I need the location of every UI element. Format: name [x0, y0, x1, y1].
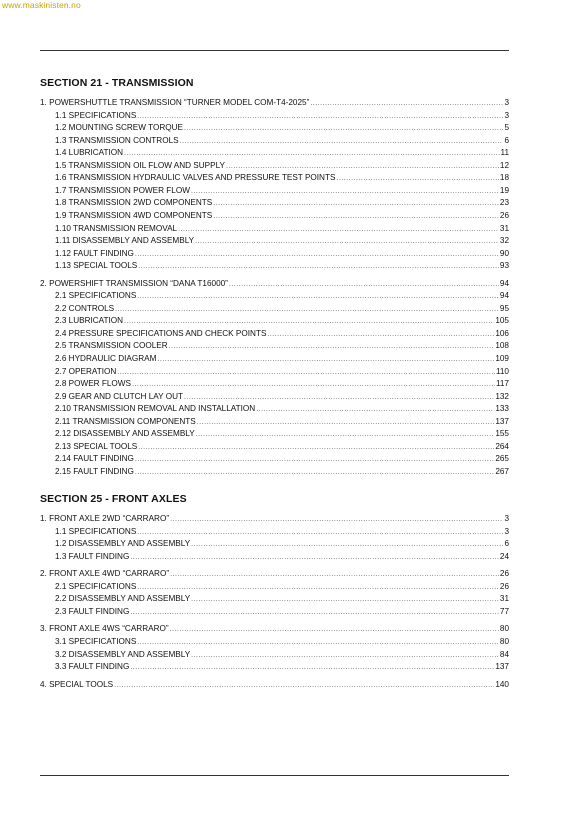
toc-subentry[interactable]	[55, 661, 509, 673]
dot-leader	[170, 569, 499, 581]
dot-leader	[197, 417, 495, 429]
watermark: www.maskinisten.no	[2, 0, 81, 10]
toc-entry-label: 2.1 SPECIFICATIONS	[55, 291, 137, 301]
toc-subentry[interactable]	[55, 391, 509, 403]
toc-page-number: 3	[504, 110, 509, 120]
toc-page-number: 155	[495, 429, 509, 439]
toc-page-number: 117	[495, 379, 509, 389]
toc-page-number: 26	[499, 569, 509, 579]
bottom-rule	[40, 775, 509, 776]
toc-subentry[interactable]	[55, 340, 509, 352]
toc-entry-label: 1. POWERSHUTTLE TRANSMISSION “TURNER MODEL COM-T4-2025”	[40, 98, 310, 107]
toc-page-number: 132	[495, 391, 509, 401]
toc-subentry[interactable]	[55, 235, 509, 247]
toc-page-number: 264	[495, 441, 509, 451]
toc-subentry[interactable]	[55, 353, 509, 365]
toc-page-number: 105	[495, 316, 509, 326]
dot-leader	[180, 136, 504, 148]
toc-entry-label: 2.1 SPECIFICATIONS	[55, 581, 137, 591]
toc-page-number: 3	[504, 526, 509, 536]
toc-subentry[interactable]	[55, 453, 509, 465]
toc-page-number: 84	[499, 649, 509, 659]
toc-subentry[interactable]	[55, 260, 509, 272]
toc-entry-label: 1.11 DISASSEMBLY AND ASSEMBLY	[55, 236, 195, 246]
top-rule	[40, 50, 509, 51]
toc-entry-label: 2.8 POWER FLOWS	[55, 379, 131, 389]
dot-leader	[130, 662, 494, 674]
toc-entry-label: 2.3 FAULT FINDING	[55, 606, 130, 616]
toc-entry-label: 2.3 LUBRICATION	[55, 316, 124, 326]
dot-leader	[135, 467, 494, 479]
toc-subentry[interactable]	[55, 303, 509, 315]
toc-page-number: 23	[499, 198, 509, 208]
toc-entry-label: 1.7 TRANSMISSION POWER FLOW	[55, 185, 190, 195]
toc-entry[interactable]	[40, 278, 509, 290]
toc-entry[interactable]	[40, 679, 509, 691]
dot-leader	[191, 539, 503, 551]
toc-page-number: 108	[495, 341, 509, 351]
dot-leader	[191, 594, 499, 606]
toc-page-number: 3	[504, 514, 509, 523]
toc-entry-label: 1. FRONT AXLE 2WD “CARRARO”	[40, 514, 170, 523]
toc-subentry[interactable]	[55, 416, 509, 428]
dot-leader	[226, 161, 499, 173]
toc-entry-label: 2. FRONT AXLE 4WD “CARRARO”	[40, 569, 170, 579]
toc-entry-label: 2.4 PRESSURE SPECIFICATIONS AND CHECK POINTS	[55, 328, 267, 338]
toc-page-number: 32	[499, 236, 509, 246]
dot-leader	[130, 552, 499, 564]
toc-entry[interactable]	[40, 623, 509, 635]
dot-leader	[138, 261, 499, 273]
dot-leader	[256, 404, 494, 416]
toc-entry-label: 3.2 DISASSEMBLY AND ASSEMBLY	[55, 649, 191, 659]
dot-leader	[213, 198, 499, 210]
dot-leader	[135, 454, 494, 466]
toc-subentry[interactable]	[55, 403, 509, 415]
toc-subentry[interactable]	[55, 636, 509, 648]
dot-leader	[170, 624, 499, 636]
dot-leader	[137, 291, 499, 303]
toc-page-number: 267	[495, 466, 509, 476]
toc-subentry[interactable]	[55, 538, 509, 550]
toc-subentry[interactable]	[55, 290, 509, 302]
toc-page-number: 31	[499, 594, 509, 604]
toc-page-number: 265	[495, 454, 509, 464]
toc-entry-label: 3.3 FAULT FINDING	[55, 662, 130, 672]
toc-entry-label: 3. FRONT AXLE 4WS “CARRARO”	[40, 624, 169, 634]
dot-leader	[213, 211, 499, 223]
dot-leader	[137, 111, 503, 123]
dot-leader	[170, 514, 503, 526]
toc-page-number: 109	[495, 354, 509, 363]
dot-leader	[115, 304, 499, 316]
dot-leader	[124, 316, 494, 328]
dot-leader	[138, 442, 494, 454]
toc-entry-label: 2.12 DISASSEMBLY AND ASSEMBLY	[55, 429, 195, 439]
toc-entry-label: 2.6 HYDRAULIC DIAGRAM	[55, 354, 157, 363]
dot-leader	[196, 429, 495, 441]
toc-page-number: 24	[499, 551, 509, 561]
toc-entry-label: 2.9 GEAR AND CLUTCH LAY OUT	[55, 391, 183, 401]
dot-leader	[117, 367, 495, 379]
toc-page-number: 6	[504, 539, 509, 549]
dot-leader	[195, 236, 499, 248]
toc-subentry[interactable]	[55, 223, 509, 235]
toc-page-number: 18	[499, 173, 509, 183]
toc-entry-label: 2.2 CONTROLS	[55, 303, 115, 313]
toc-entry-label: 1.3 TRANSMISSION CONTROLS	[55, 135, 179, 145]
toc-page-number: 19	[499, 185, 509, 195]
toc-subentry[interactable]	[55, 122, 509, 134]
dot-leader	[229, 279, 499, 291]
dot-leader	[137, 637, 499, 649]
toc-entry-label: 2.14 FAULT FINDING	[55, 454, 134, 464]
dot-leader	[336, 173, 498, 185]
toc-entry-label: 1.13 SPECIAL TOOLS	[55, 261, 138, 271]
toc-subentry[interactable]	[55, 135, 509, 147]
toc-entry-label: 2.5 TRANSMISSION COOLER	[55, 341, 168, 351]
toc-entry-label: 1.1 SPECIFICATIONS	[55, 526, 137, 536]
toc-entry-label: 2. POWERSHIFT TRANSMISSION “DANA T16000”	[40, 278, 228, 288]
dot-leader	[132, 379, 495, 391]
toc-page-number: 140	[495, 679, 509, 689]
toc-entry-label: 2.7 OPERATION	[55, 366, 117, 376]
toc-page-number: 26	[499, 210, 509, 220]
dot-leader	[184, 392, 494, 404]
toc-entry-label: 1.4 LUBRICATION	[55, 148, 124, 158]
toc-page-number: 31	[499, 223, 509, 233]
toc-entry-label: 1.9 TRANSMISSION 4WD COMPONENTS	[55, 210, 213, 220]
toc-subentry[interactable]	[55, 551, 509, 563]
toc-entry-label: 4. SPECIAL TOOLS	[40, 679, 114, 689]
dot-leader	[267, 329, 494, 341]
toc-entry[interactable]	[40, 513, 509, 525]
toc-subentry[interactable]	[55, 606, 509, 618]
toc-page-number: 133	[495, 404, 509, 414]
toc-page-number: 5	[504, 123, 509, 133]
toc-subentry[interactable]	[55, 147, 509, 159]
toc-subentry[interactable]	[55, 197, 509, 209]
toc-page-number: 110	[495, 366, 509, 376]
toc-page-number: 12	[499, 160, 509, 170]
toc-page-number: 80	[499, 624, 509, 634]
toc-entry-label: 1.2 DISASSEMBLY AND ASSEMBLY	[55, 539, 191, 549]
toc-subentry[interactable]	[55, 366, 509, 378]
toc-page-number: 93	[499, 261, 509, 271]
toc-page-number: 94	[499, 291, 509, 301]
toc-subentry[interactable]	[55, 248, 509, 260]
dot-leader	[114, 680, 494, 692]
section-title: SECTION 21 - TRANSMISSION	[40, 77, 194, 89]
dot-leader	[137, 582, 499, 594]
toc-subentry[interactable]	[55, 441, 509, 453]
toc-page-number: 106	[495, 328, 509, 338]
toc-page-number: 3	[504, 98, 509, 107]
dot-leader	[310, 98, 503, 110]
dot-leader	[191, 186, 499, 198]
toc-page-number: 77	[499, 606, 509, 616]
toc-page-number: 6	[504, 135, 509, 145]
toc-subentry[interactable]	[55, 526, 509, 538]
toc-entry-label: 1.5 TRANSMISSION OIL FLOW AND SUPPLY	[55, 160, 226, 170]
toc-subentry[interactable]	[55, 581, 509, 593]
toc-page-number: 137	[495, 416, 509, 426]
toc-subentry[interactable]	[55, 328, 509, 340]
section-title: SECTION 25 - FRONT AXLES	[40, 493, 187, 505]
toc-subentry[interactable]	[55, 466, 509, 478]
toc-entry-label: 1.6 TRANSMISSION HYDRAULIC VALVES AND PRESSURE TEST POINTS	[55, 173, 336, 183]
toc-entry-label: 2.11 TRANSMISSION COMPONENTS	[55, 416, 196, 426]
toc-entry[interactable]	[40, 97, 509, 109]
dot-leader	[191, 650, 499, 662]
toc-subentry[interactable]	[55, 172, 509, 184]
dot-leader	[137, 527, 503, 539]
toc-subentry[interactable]	[55, 185, 509, 197]
dot-leader	[178, 224, 499, 236]
toc-page-number: 137	[495, 662, 509, 672]
toc-entry-label: 1.2 MOUNTING SCREW TORQUE	[55, 123, 183, 133]
toc-entry-label: 2.2 DISASSEMBLY AND ASSEMBLY	[55, 594, 191, 604]
toc-page-number: 95	[499, 303, 509, 313]
toc-entry-label: 1.3 FAULT FINDING	[55, 551, 130, 561]
toc-page-number: 26	[499, 581, 509, 591]
dot-leader	[130, 607, 499, 619]
toc-entry-label: 2.15 FAULT FINDING	[55, 466, 134, 476]
toc-subentry[interactable]	[55, 593, 509, 605]
toc-subentry[interactable]	[55, 649, 509, 661]
toc-entry-label: 1.10 TRANSMISSION REMOVAL	[55, 223, 178, 233]
toc-page-number: 94	[499, 278, 509, 288]
toc-subentry[interactable]	[55, 428, 509, 440]
toc-subentry[interactable]	[55, 160, 509, 172]
dot-leader	[184, 123, 503, 135]
toc-page-number: 90	[499, 248, 509, 258]
toc-entry-label: 1.1 SPECIFICATIONS	[55, 110, 137, 120]
dot-leader	[157, 354, 494, 366]
dot-leader	[135, 249, 499, 261]
toc-entry-label: 3.1 SPECIFICATIONS	[55, 636, 137, 646]
toc-subentry[interactable]	[55, 315, 509, 327]
toc-subentry[interactable]	[55, 110, 509, 122]
toc-page-number: 80	[499, 636, 509, 646]
toc-entry[interactable]	[40, 568, 509, 580]
dot-leader	[169, 341, 495, 353]
toc-entry-label: 1.8 TRANSMISSION 2WD COMPONENTS	[55, 198, 213, 208]
toc-entry-label: 1.12 FAULT FINDING	[55, 248, 134, 258]
dot-leader	[124, 148, 499, 160]
toc-subentry[interactable]	[55, 210, 509, 222]
toc-entry-label: 2.10 TRANSMISSION REMOVAL AND INSTALLATION	[55, 404, 256, 414]
toc-page-number: 11	[500, 148, 509, 158]
toc-entry-label: 2.13 SPECIAL TOOLS	[55, 441, 138, 451]
toc-subentry[interactable]	[55, 378, 509, 390]
